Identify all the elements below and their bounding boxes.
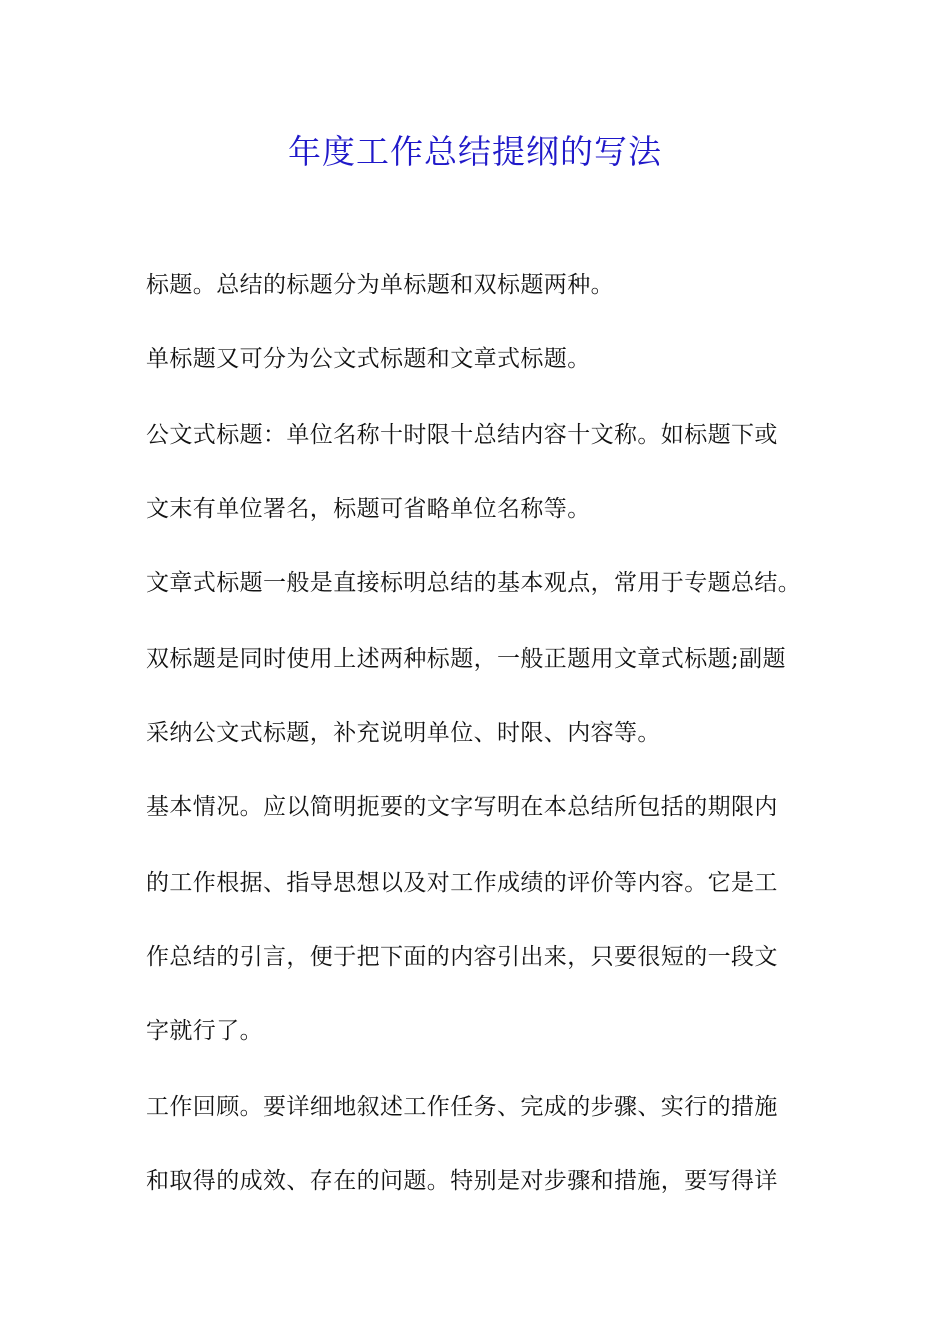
body-line: 标题。总结的标题分为单标题和双标题两种。 xyxy=(146,272,614,298)
body-line: 工作回顾。要详细地叙述工作任务、完成的步骤、实行的措施 xyxy=(146,1094,778,1120)
body-line: 单标题又可分为公文式标题和文章式标题。 xyxy=(146,346,591,372)
body-line: 双标题是同时使用上述两种标题，一般正题用文章式标题;副题 xyxy=(146,646,786,672)
body-line: 文章式标题一般是直接标明总结的基本观点，常用于专题总结。 xyxy=(146,570,802,596)
body-line: 的工作根据、指导思想以及对工作成绩的评价等内容。它是工 xyxy=(146,870,778,896)
body-line: 采纳公文式标题，补充说明单位、时限、内容等。 xyxy=(146,720,661,746)
body-line: 字就行了。 xyxy=(146,1018,263,1044)
body-line: 文末有单位署名，标题可省略单位名称等。 xyxy=(146,496,591,522)
body-line: 公文式标题：单位名称十时限十总结内容十文称。如标题下或 xyxy=(146,422,778,448)
body-line: 基本情况。应以简明扼要的文字写明在本总结所包括的期限内 xyxy=(146,794,778,820)
body-line: 作总结的引言，便于把下面的内容引出来，只要很短的一段文 xyxy=(146,944,778,970)
document-title: 年度工作总结提纲的写法 xyxy=(288,132,662,171)
body-line: 和取得的成效、存在的问题。特别是对步骤和措施，要写得详 xyxy=(146,1168,778,1194)
